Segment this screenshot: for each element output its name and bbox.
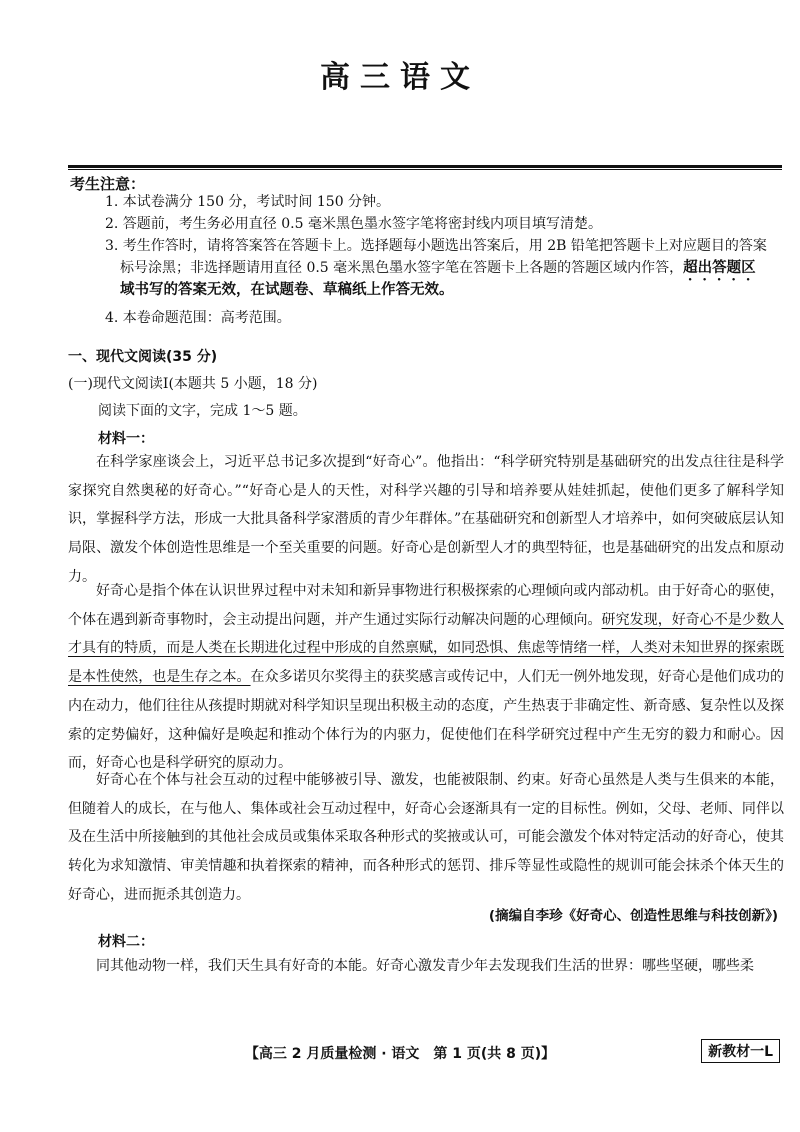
material-1-label: 材料一： — [98, 431, 154, 447]
material-2-label: 材料二： — [98, 934, 154, 950]
material-1-source: (摘编自李珍《好奇心、创造性思维与科技创新》) — [488, 908, 778, 924]
notice-item-1: 1. 本试卷满分 150 分，考试时间 150 分钟。 — [105, 194, 391, 210]
notice-emphasis-1: 超出答题区 — [683, 260, 756, 276]
page-footer: 【高三 2 月质量检测 · 语文 第 1 页(共 8 页)】 — [244, 1046, 556, 1062]
notice-item-3: 3. 考生作答时，请将答案答在答题卡上。选择题每小题选出答案后，用 2B 铅笔把答题卡上对应题目的答案 — [105, 238, 767, 254]
notice-emphasis-2: 域书写的答案无效，在试题卷、草稿纸上作答无效。 — [120, 282, 454, 298]
material-1-paragraph-1: 在科学家座谈会上，习近平总书记多次提到“好奇心”。他指出：“科学研究特别是基础研究的出发点往往是科学家探究自然奥秘的好奇心。”“好奇心是人的天性，对科学兴趣的引导和培养要从娃娃抓起，使他们更多了解科学知识，掌握科学方法，形成一大批具备科学家潜质的青少年群体。”在基础研究和创新型人才培养中，如何突破底层认知局限、激发个体创造性思维是一个至关重要的问题。好奇心是创新型人才的典型特征，也是基础研究的出发点和原动力。 — [68, 454, 784, 585]
material-2-paragraph-1: 同其他动物一样，我们天生具有好奇的本能。好奇心激发青少年去发现我们生活的世界：哪些坚硬，哪些柔 — [96, 958, 754, 974]
edition-badge: 新教材一L — [701, 1039, 780, 1063]
reading-instruction: 阅读下面的文字，完成 1～5 题。 — [98, 403, 307, 419]
header-rule-thick — [68, 165, 782, 168]
header-rule-thin — [68, 169, 782, 170]
notice-heading: 考生注意： — [70, 175, 146, 193]
notice-item-4: 4. 本卷命题范围：高考范围。 — [105, 310, 291, 326]
material-1-paragraph-2 — [68, 577, 784, 778]
material-1-paragraph-3: 好奇心在个体与社会互动的过程中能够被引导、激发，也能被限制、约束。好奇心虽然是人类与生俱来的本能，但随着人的成长，在与他人、集体或社会互动过程中，好奇心会逐渐具有一定的目标性。例如，父母、老师、同伴以及在生活中所接触到的其他社会成员或集体采取各种形式的奖掖或认可，可能会激发个体对特定活动的好奇心，使其转化为求知激情、审美情趣和执着探索的精神，而各种形式的惩罚、排斥等显性或隐性的规训可能会抹杀个体天生的好奇心，进而扼杀其创造力。 — [68, 772, 784, 903]
page-title: 高三语文 — [320, 60, 480, 95]
paragraph-2-underlined: 研究发现，好奇心不是少数人才具有的特质，而是人类在长期进化过程中形成的自然禀赋，如同恐惧、焦虑等情绪一样，人类对未知世界的探索既是本性使然，也是生存之本。 — [68, 611, 785, 686]
notice-item-3-text: 标号涂黑；非选择题请用直径 0.5 毫米黑色墨水签字笔在答题卡上各题的答题区域内作答， — [120, 260, 684, 276]
paragraph-2-text-a: 好奇心是指个体在认识世界过程中对未知和新异事物进行积极探索的心理倾向或内部动机。由于好奇心的驱使，个体在遇到新奇事物时，会主动提出问题，并产生通过实际行动解决问题的心理倾向。 — [68, 583, 784, 628]
notice-item-2: 2. 答题前，考生务必用直径 0.5 毫米黑色墨水签字笔将密封线内项目填写清楚。 — [105, 216, 602, 232]
paragraph-2-text-b: 在众多诺贝尔奖得主的获奖感言或传记中，人们无一例外地发现，好奇心是他们成功的内在动力，他们往往从孩提时期就对科学知识呈现出积极主动的态度，产生热衷于非确定性、新奇感、复杂性以及探索的定势偏好，这种偏好是唤起和推动个体行为的内驱力，促使他们在科学研究过程中产生无穷的毅力和耐心。因而，好奇心也是科学研究的原动力。 — [68, 669, 785, 772]
subsection-heading: (一)现代文阅读Ⅰ(本题共 5 小题，18 分) — [68, 376, 318, 392]
section-heading: 一、现代文阅读(35 分) — [68, 349, 218, 365]
